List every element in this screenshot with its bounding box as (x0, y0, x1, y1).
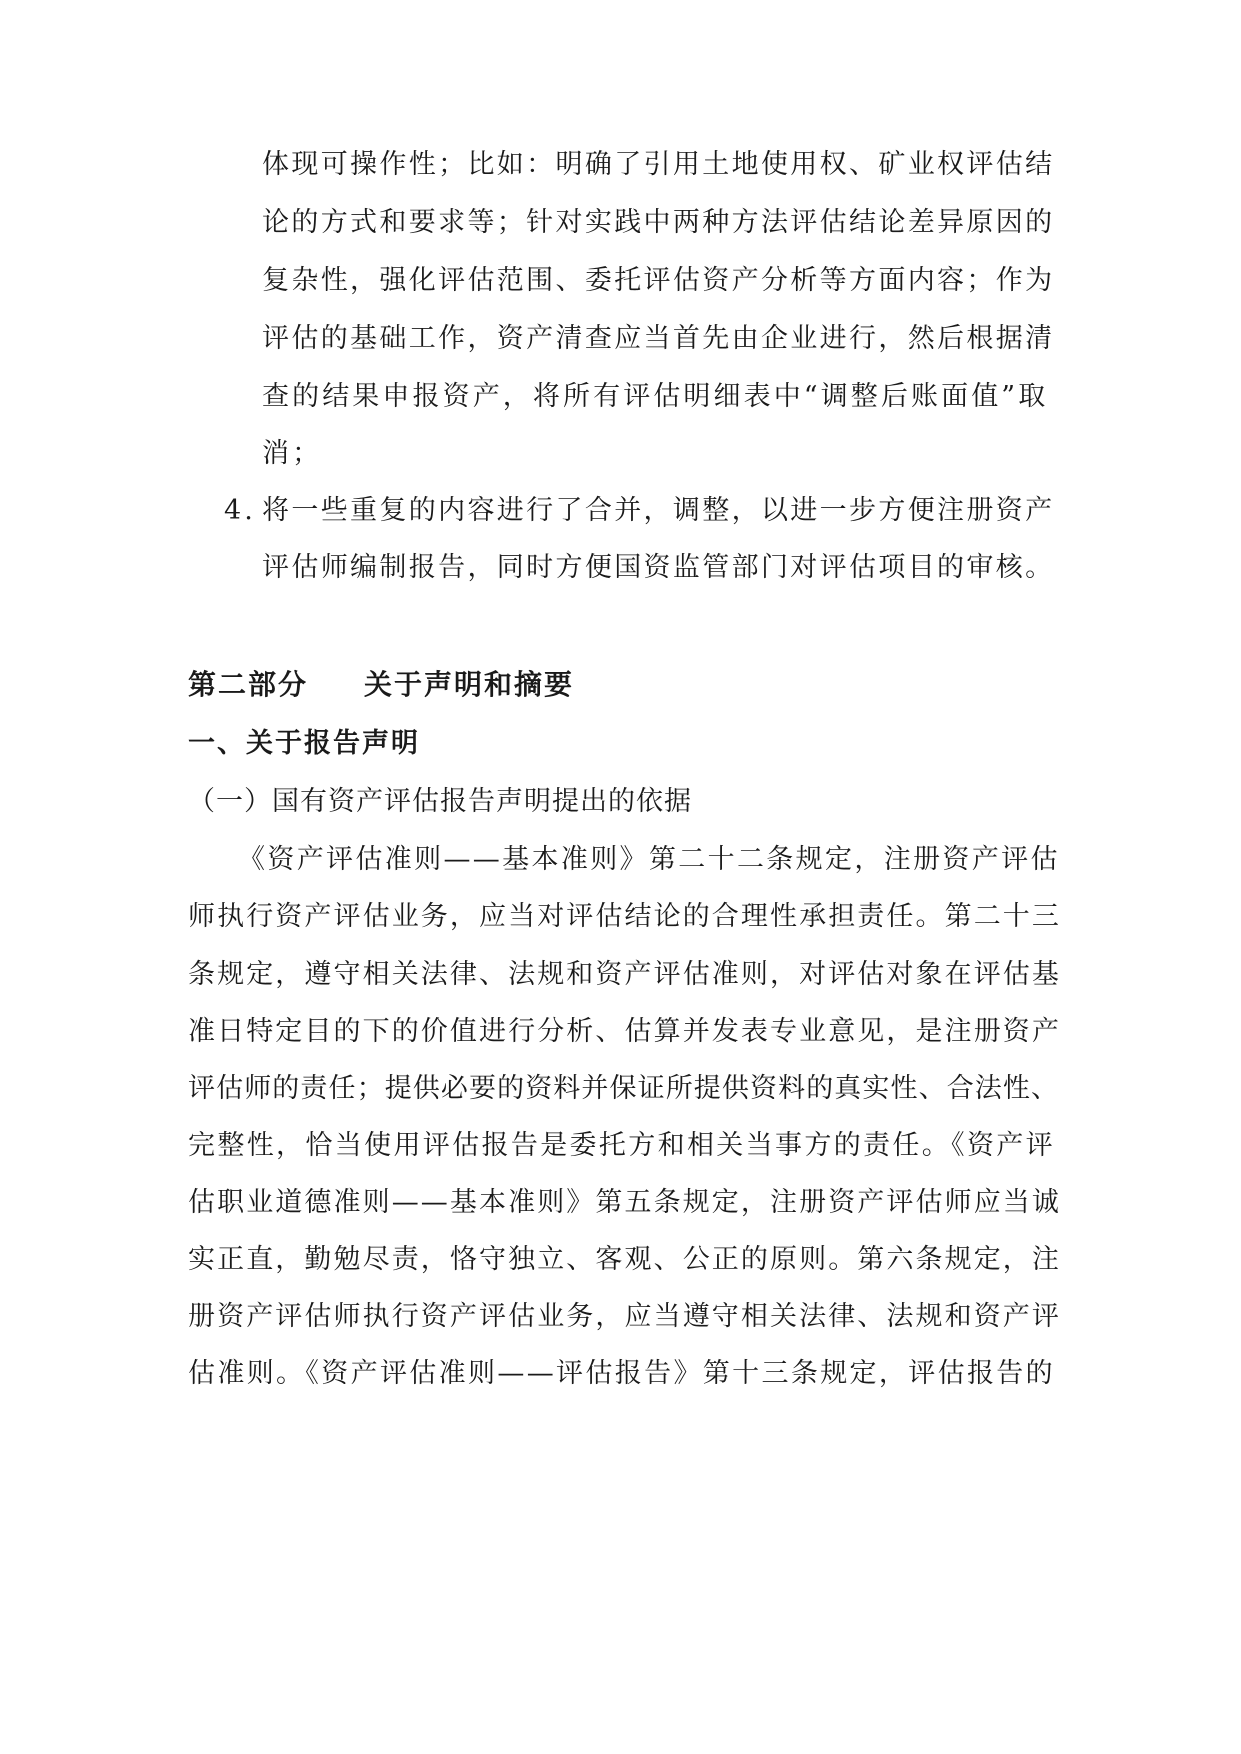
paragraph-line: 册资产评估师执行资产评估业务，应当遵守相关法律、法规和资产评 (188, 1301, 1061, 1332)
paragraph-line: 体现可操作性；比如：明确了引用土地使用权、矿业权评估结 (262, 149, 1055, 180)
paragraph-line: 完整性，恰当使用评估报告是委托方和相关当事方的责任。《资产评 (188, 1130, 1055, 1161)
paragraph-line: 实正直，勤勉尽责，恪守独立、客观、公正的原则。第六条规定，注 (188, 1244, 1061, 1275)
list-item-line: 评估师编制报告，同时方便国资监管部门对评估项目的审核。 (262, 552, 1055, 583)
paragraph-line: 论的方式和要求等；针对实践中两种方法评估结论差异原因的 (262, 207, 1055, 238)
part-label: 第二部分 (188, 668, 309, 701)
paragraph-line: 估准则。《资产评估准则——评估报告》第十三条规定，评估报告的 (188, 1358, 1055, 1389)
paragraph-line: 消； (262, 438, 323, 469)
list-item-number: 4. (224, 495, 256, 526)
part-heading (188, 668, 574, 702)
paragraph-line: 查的结果申报资产，将所有评估明细表中“调整后账面值”取 (262, 381, 1049, 412)
part-title: 关于声明和摘要 (364, 668, 575, 701)
paragraph-line: 《资产评估准则——基本准则》第二十二条规定，注册资产评估 (238, 844, 1060, 875)
paragraph-line: 复杂性，强化评估范围、委托评估资产分析等方面内容；作为 (262, 265, 1055, 296)
paragraph-line: 准日特定目的下的价值进行分析、估算并发表专业意见，是注册资产 (188, 1016, 1061, 1047)
paragraph-line: 师执行资产评估业务，应当对评估结论的合理性承担责任。第二十三 (188, 901, 1061, 932)
subsection-heading: （一）国有资产评估报告声明提出的依据 (188, 786, 692, 817)
paragraph-line: 估职业道德准则——基本准则》第五条规定，注册资产评估师应当诚 (188, 1187, 1061, 1218)
list-item-line: 将一些重复的内容进行了合并，调整，以进一步方便注册资产 (262, 495, 1055, 526)
paragraph-line: 条规定，遵守相关法律、法规和资产评估准则，对评估对象在评估基 (188, 959, 1061, 990)
section-heading: 一、关于报告声明 (188, 728, 420, 759)
paragraph-line: 评估的基础工作，资产清查应当首先由企业进行，然后根据清 (262, 323, 1055, 354)
paragraph-line: 评估师的责任；提供必要的资料并保证所提供资料的真实性、合法性、 (188, 1073, 1060, 1104)
